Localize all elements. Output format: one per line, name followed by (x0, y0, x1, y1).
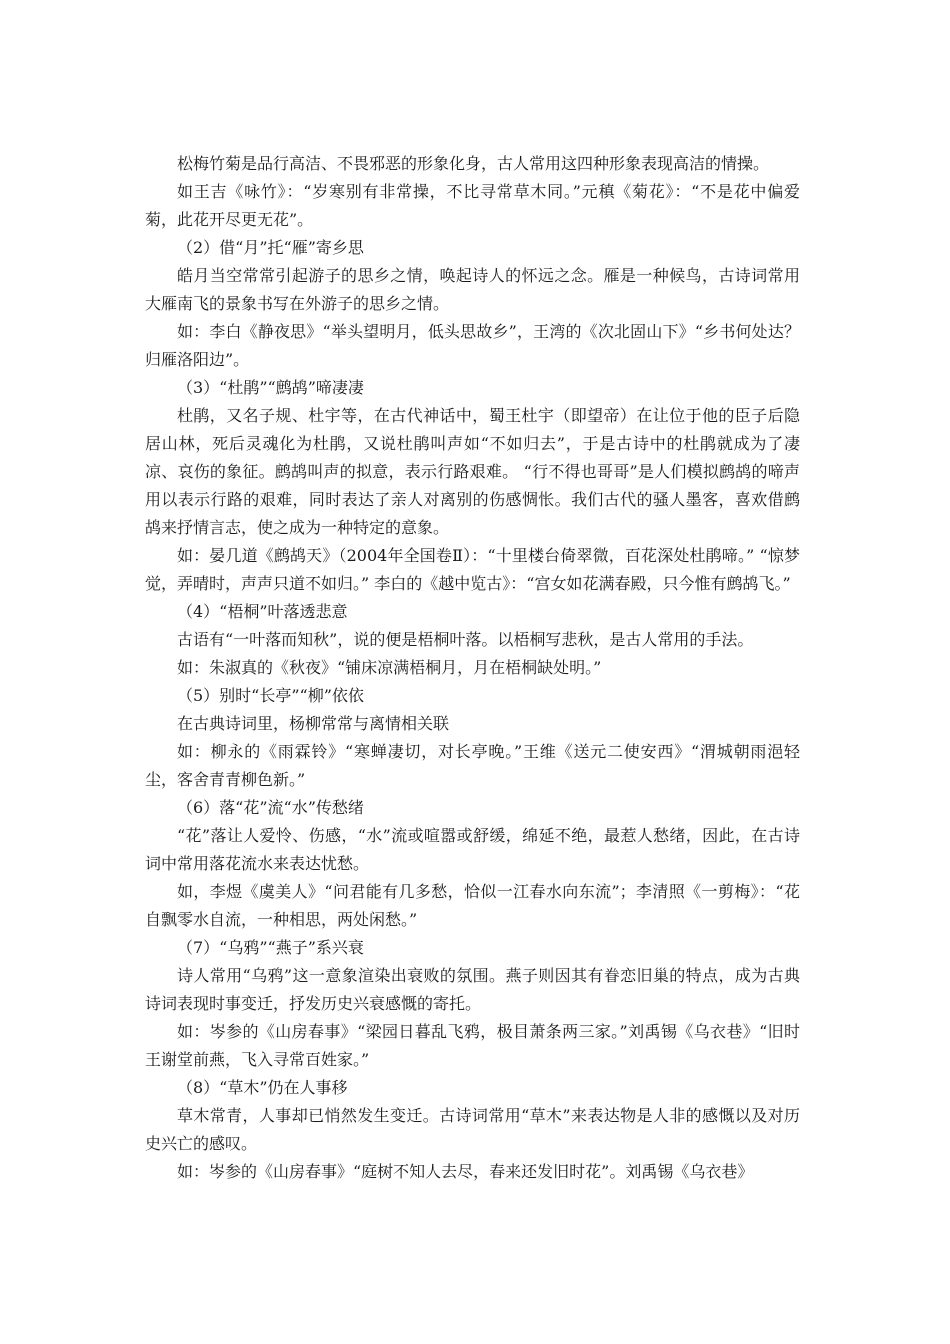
paragraph-intro-pine-bamboo: 松梅竹菊是品行高洁、不畏邪恶的形象化身，古人常用这四种形象表现高洁的情操。 (177, 154, 770, 173)
paragraph-example-parasol-tree: 如：朱淑真的《秋夜》“铺床凉满梧桐月，月在梧桐缺处明。” (177, 658, 602, 677)
paragraph-example-flower-water: 如，李煜《虞美人》“问君能有几多愁，恰似一江春水向东流”；李清照《一剪梅》：“花自飘零水自流，一种相思，两处闲愁。” (145, 882, 800, 929)
paragraph-example-bamboo-chrysanthemum: 如王吉《咏竹》：“岁寒别有非常操，不比寻常草木同。”元稹《菊花》：“不是花中偏爱菊，此花开尽更无花”。 (145, 182, 800, 229)
paragraph-example-cuckoo-partridge: 如：晏几道《鹧鸪天》（2004年全国卷Ⅱ）：“十里楼台倚翠微，百花深处杜鹃啼。” “惊梦觉，弄晴时，声声只道不如归。” 李白的《越中览古》：“宫女如花满春殿，只今惟有鹧鸪飞。” (145, 546, 800, 593)
paragraph-cuckoo-partridge: 杜鹃，又名子规、杜宇等，在古代神话中，蜀王杜宇（即望帝）在让位于他的臣子后隐居山林，死后灵魂化为杜鹃，又说杜鹃叫声如“不如归去”，于是古诗中的杜鹃就成为了凄凉、哀伤的象征。鹧鸪叫声的拟意，表示行路艰难。 “行不得也哥哥”是人们模拟鹧鸪的啼声用以表示行路的艰难，同时表达了亲人对离别的伤感惆怅。我们古代的骚人墨客，喜欢借鹧鸪来抒情言志，使之成为一种特定的意象。 (145, 406, 800, 537)
paragraph-flower-water: “花”落让人爱怜、伤感，“水”流或喧嚣或舒缓，绵延不绝，最惹人愁绪，因此，在古诗词中常用落花流水来表达忧愁。 (145, 826, 800, 873)
paragraph-crow-swallow: 诗人常用“乌鸦”这一意象渲染出衰败的氛围。燕子则因其有眷恋旧巢的特点，成为古典诗词表现时事变迁，抒发历史兴衰感慨的寄托。 (145, 966, 800, 1013)
section-heading-pavilion-willow: （5）别时“长亭”“柳”依依 (177, 686, 364, 705)
paragraph-grass-trees: 草木常青，人事却已悄然发生变迁。古诗词常用“草木”来表达物是人非的感慨以及对历史兴亡的感叹。 (145, 1106, 800, 1153)
paragraph-example-crow-swallow: 如：岑参的《山房春事》“梁园日暮乱飞鸦，极目萧条两三家。”刘禹锡《乌衣巷》“旧时王谢堂前燕，飞入寻常百姓家。” (145, 1022, 800, 1069)
paragraph-example-pavilion-willow: 如：柳永的《雨霖铃》“寒蝉凄切，对长亭晚。”王维《送元二使安西》“渭城朝雨浥轻尘，客舍青青柳色新。” (145, 742, 800, 789)
paragraph-example-grass-trees: 如：岑参的《山房春事》“庭树不知人去尽，春来还发旧时花”。刘禹锡《乌衣巷》 (177, 1162, 754, 1181)
section-heading-cuckoo-partridge: （3）“杜鹃”“鹧鸪”啼凄凄 (177, 378, 364, 397)
paragraph-moon-goose: 皓月当空常常引起游子的思乡之情，唤起诗人的怀远之念。雁是一种候鸟，古诗词常用大雁南飞的景象书写在外游子的思乡之情。 (145, 266, 800, 313)
section-heading-parasol-tree: （4）“梧桐”叶落透悲意 (177, 602, 348, 621)
paragraph-pavilion-willow: 在古典诗词里，杨柳常常与离情相关联 (177, 714, 450, 733)
section-heading-moon-goose: （2）借“月”托“雁”寄乡思 (177, 238, 364, 257)
paragraph-example-moon-goose: 如：李白《静夜思》“举头望明月，低头思故乡”，王湾的《次北固山下》“乡书何处达？归雁洛阳边”。 (145, 322, 800, 369)
document-body (145, 150, 800, 1186)
paragraph-parasol-tree: 古语有“一叶落而知秋”，说的便是梧桐叶落。以梧桐写悲秋，是古人常用的手法。 (177, 630, 754, 649)
section-heading-flower-water: （6）落“花”流“水”传愁绪 (177, 798, 364, 817)
section-heading-crow-swallow: （7）“乌鸦”“燕子”系兴衰 (177, 938, 364, 957)
section-heading-grass-trees: （8）“草木”仍在人事移 (177, 1078, 348, 1097)
